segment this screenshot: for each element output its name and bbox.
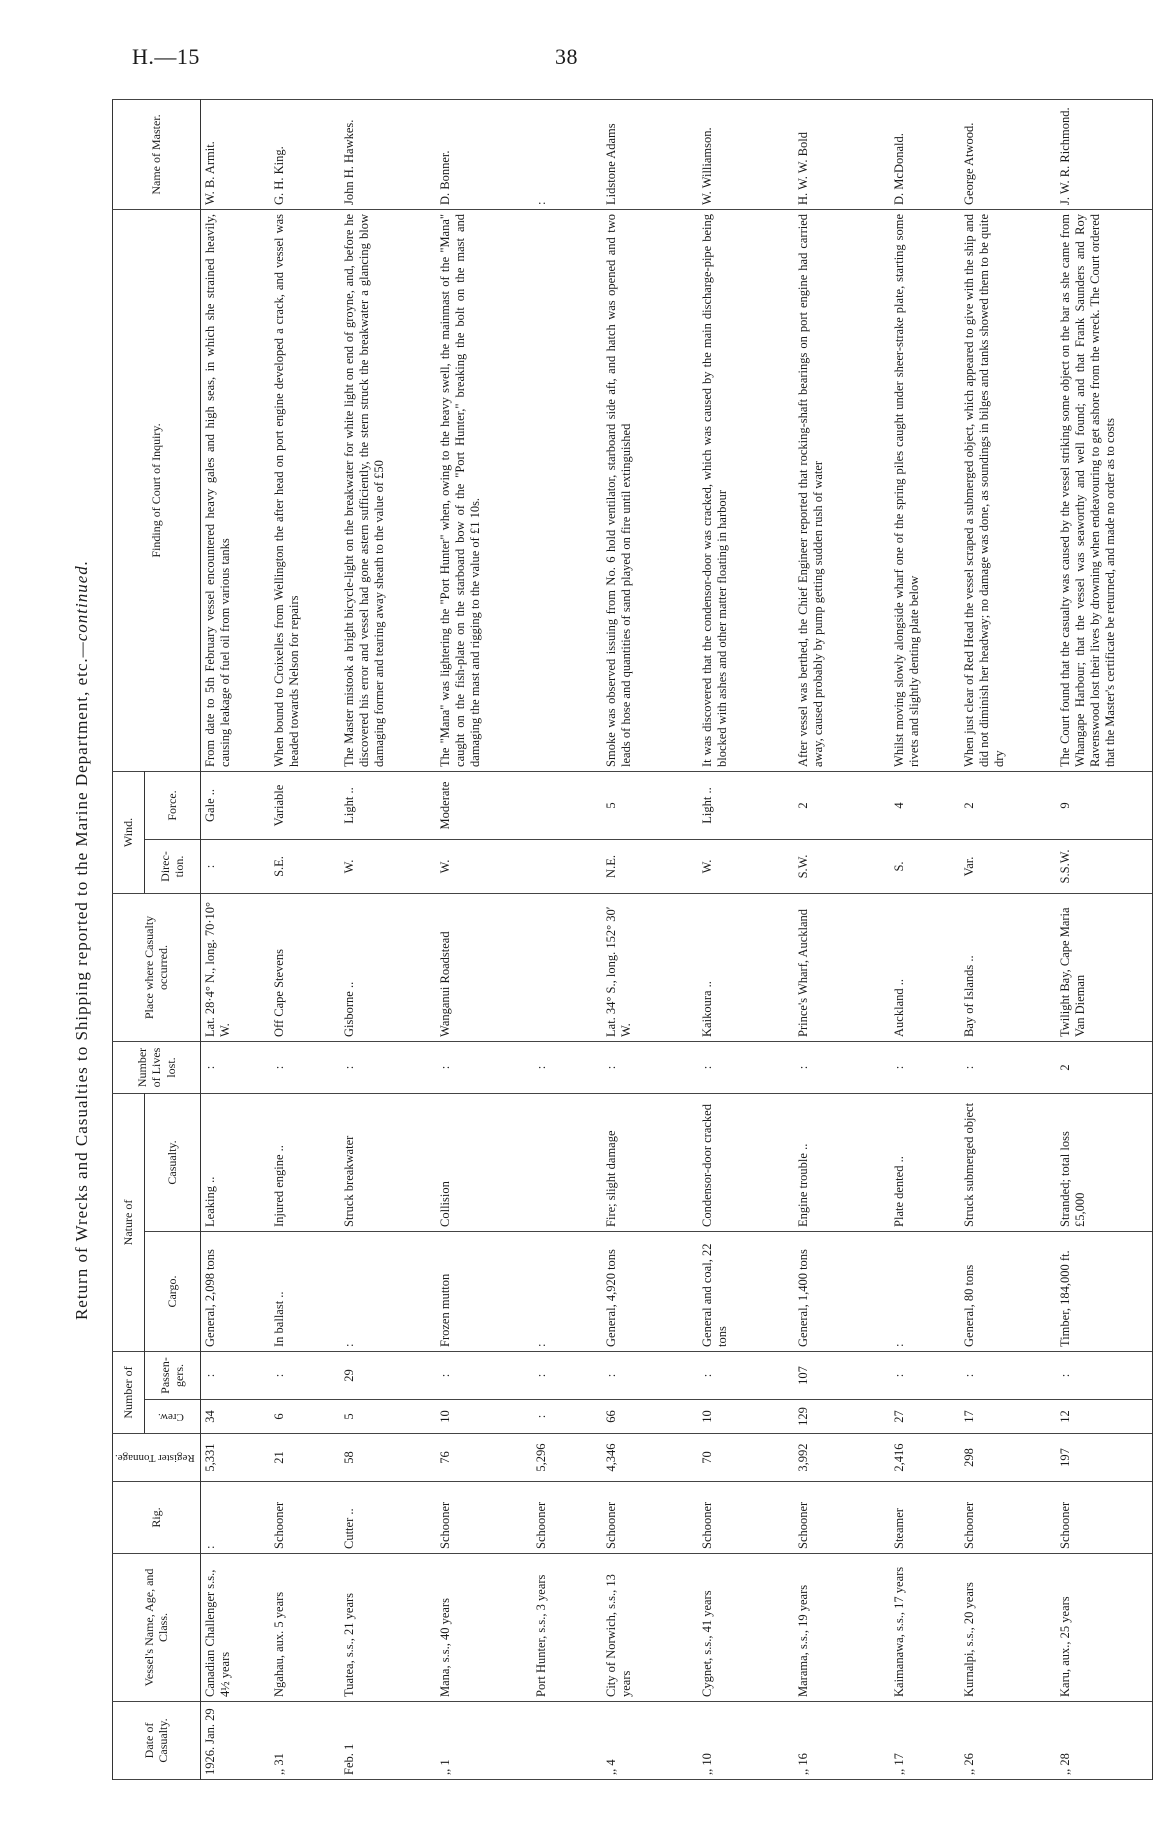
finding-cell: The Court found that the casualty was caused by the vessel striking some object on the bar as she came from Whangape Harbour; that the vessel was seaworthy and well found; and that Frank Saunders and Roy Ravenswood lost their lives by drowning when endeavouring to get ashore from the wreck. The Court ordered that the Master's certificate be returned, and made no order as to costs <box>1056 209 1152 771</box>
wind-force-cell: 9 <box>1056 771 1152 839</box>
date-cell: ,, 17 <box>890 1702 960 1780</box>
col-place: Place where Casualty occurred. <box>113 893 201 1041</box>
cargo-cell: Timber, 184,000 ft. <box>1056 1231 1152 1351</box>
col-force: Force. <box>144 771 200 839</box>
page-identifier: H.—15 <box>132 44 200 69</box>
master-cell: : <box>532 99 602 209</box>
tonnage-cell: 4,346 <box>602 1434 698 1482</box>
master-cell: W. B. Armit. <box>200 99 270 209</box>
vessel-cell: Cygnet, s.s., 41 years <box>698 1554 794 1702</box>
wind-direction-cell: N.E. <box>602 839 698 893</box>
wind-force-cell: 5 <box>602 771 698 839</box>
table-row <box>436 99 532 1779</box>
vessel-cell: Tuatea, s.s., 21 years <box>340 1554 436 1702</box>
table-row <box>698 99 794 1779</box>
table-body <box>200 99 1152 1779</box>
passengers-cell: 29 <box>340 1351 436 1399</box>
cargo-cell: Frozen mutton <box>436 1231 532 1351</box>
crew-cell: 10 <box>698 1400 794 1434</box>
crew-cell: 27 <box>890 1400 960 1434</box>
casualty-cell: Injured engine .. <box>270 1093 340 1231</box>
wind-direction-cell: S.S.W. <box>1056 839 1152 893</box>
cargo-cell: General, 2,098 tons <box>200 1231 270 1351</box>
vessel-cell: Kurnalpi, s.s., 20 years <box>960 1554 1056 1702</box>
casualty-cell: Collision <box>436 1093 532 1231</box>
cargo-cell: General, 4,920 tons <box>602 1231 698 1351</box>
crew-cell: 5 <box>340 1400 436 1434</box>
col-cargo: Cargo. <box>144 1231 200 1351</box>
tonnage-cell: 21 <box>270 1434 340 1482</box>
wind-force-cell: Light .. <box>698 771 794 839</box>
finding-cell: The "Mana" was lightering the "Port Hunter" when, owing to the heavy swell, the mainmast of the "Mana" caught on the fish-plate on the starboard bow of the "Port Hunter," breaking the bolt on the mast and damaging the mast and rigging to the value of £1 10s. <box>436 209 532 771</box>
table-row <box>1056 99 1152 1779</box>
passengers-cell: : <box>1056 1351 1152 1399</box>
wind-direction-cell: W. <box>340 839 436 893</box>
wind-direction-cell: : <box>200 839 270 893</box>
place-cell: Auckland .. <box>890 893 960 1041</box>
table-row <box>602 99 698 1779</box>
col-tonnage <box>113 1434 201 1482</box>
table-row <box>200 99 270 1779</box>
crew-cell: 6 <box>270 1400 340 1434</box>
col-direction: Direc-tion. <box>144 839 200 893</box>
place-cell: Prince's Wharf, Auckland <box>794 893 890 1041</box>
tonnage-cell: 5,331 <box>200 1434 270 1482</box>
col-crew <box>144 1400 200 1434</box>
wind-force-cell: Gale .. <box>200 771 270 839</box>
passengers-cell: : <box>890 1351 960 1399</box>
crew-cell: 66 <box>602 1400 698 1434</box>
tonnage-cell: 76 <box>436 1434 532 1482</box>
table-row <box>532 99 602 1779</box>
tonnage-cell: 3,992 <box>794 1434 890 1482</box>
rotated-table-area <box>72 100 1117 1780</box>
finding-cell: Whilst moving slowly alongside wharf one of the spring piles caught under sheer-strake plate, starting some rivets and slightly denting plate below <box>890 209 960 771</box>
date-cell <box>532 1702 602 1780</box>
vessel-cell: Ngahau, aux. 5 years <box>270 1554 340 1702</box>
rig-cell: Schooner <box>1056 1482 1152 1554</box>
rig-cell: Schooner <box>270 1482 340 1554</box>
col-date: Date of Casualty. <box>113 1702 201 1780</box>
lives-lost-cell: : <box>794 1041 890 1093</box>
rig-cell: : <box>200 1482 270 1554</box>
rig-cell: Cutter .. <box>340 1482 436 1554</box>
crew-cell: 10 <box>436 1400 532 1434</box>
table-title-text: Return of Wrecks and Casualties to Shipping reported to the Marine Department, etc. <box>72 657 91 1321</box>
finding-cell: After vessel was berthed, the Chief Engineer reported that rocking-shaft bearings on port engine had carried away, caused probably by pump getting sudden rush of water <box>794 209 890 771</box>
place-cell: Bay of Islands .. <box>960 893 1056 1041</box>
rig-cell: Steamer <box>890 1482 960 1554</box>
table-row <box>794 99 890 1779</box>
master-cell: W. Williamson. <box>698 99 794 209</box>
casualty-table <box>112 99 1153 1780</box>
cargo-cell: In ballast .. <box>270 1231 340 1351</box>
vessel-cell: Marama, s.s., 19 years <box>794 1554 890 1702</box>
master-cell: Lidstone Adams <box>602 99 698 209</box>
casualty-cell: Struck submerged object <box>960 1093 1056 1231</box>
passengers-cell: : <box>436 1351 532 1399</box>
rig-cell: Schooner <box>794 1482 890 1554</box>
vessel-cell: Karu, aux., 25 years <box>1056 1554 1152 1702</box>
passengers-cell: : <box>200 1351 270 1399</box>
vessel-cell: Mana, s.s., 40 years <box>436 1554 532 1702</box>
col-lives-lost: Number of Lives lost. <box>113 1041 201 1093</box>
rig-cell: Schooner <box>698 1482 794 1554</box>
rig-cell: Schooner <box>960 1482 1056 1554</box>
wind-direction-cell: S. <box>890 839 960 893</box>
lives-lost-cell: : <box>960 1041 1056 1093</box>
table-title <box>72 100 102 1780</box>
cargo-cell: : <box>890 1231 960 1351</box>
casualty-cell: Stranded; total loss £5,000 <box>1056 1093 1152 1231</box>
wind-direction-cell: S.W. <box>794 839 890 893</box>
place-cell: Lat. 28·4° N., long. 70·10° W. <box>200 893 270 1041</box>
date-cell: Feb. 1 <box>340 1702 436 1780</box>
master-cell: H. W. W. Bold <box>794 99 890 209</box>
casualty-cell: Fire; slight damage <box>602 1093 698 1231</box>
tonnage-cell: 197 <box>1056 1434 1152 1482</box>
crew-cell: 17 <box>960 1400 1056 1434</box>
col-nature-of: Nature of <box>113 1093 145 1351</box>
crew-cell: 12 <box>1056 1400 1152 1434</box>
casualty-cell <box>532 1093 602 1231</box>
col-casualty: Casualty. <box>144 1093 200 1231</box>
crew-cell: 129 <box>794 1400 890 1434</box>
lives-lost-cell: : <box>698 1041 794 1093</box>
wind-force-cell <box>532 771 602 839</box>
wind-direction-cell <box>532 839 602 893</box>
place-cell: Lat. 34° S., long. 152° 30′ W. <box>602 893 698 1041</box>
master-cell: George Atwood. <box>960 99 1056 209</box>
cargo-cell: General and coal, 22 tons <box>698 1231 794 1351</box>
wind-force-cell: 2 <box>794 771 890 839</box>
wind-force-cell: 4 <box>890 771 960 839</box>
crew-cell: 34 <box>200 1400 270 1434</box>
lives-lost-cell: : <box>602 1041 698 1093</box>
place-cell: Wanganui Roadstead <box>436 893 532 1041</box>
lives-lost-cell: : <box>890 1041 960 1093</box>
master-cell: D. Bonner. <box>436 99 532 209</box>
casualty-cell: Engine trouble .. <box>794 1093 890 1231</box>
col-tonnage-label: Register Tonnage. <box>115 1451 195 1464</box>
col-rig: Rig. <box>113 1482 201 1554</box>
finding-cell: From date to 5th February vessel encountered heavy gales and high seas, in which she strained heavily, causing leakage of fuel oil from various tanks <box>200 209 270 771</box>
rig-cell: Schooner <box>436 1482 532 1554</box>
vessel-cell: Canadian Challenger s.s., 4½ years <box>200 1554 270 1702</box>
table-title-suffix: —continued. <box>72 559 91 658</box>
passengers-cell: : <box>698 1351 794 1399</box>
finding-cell: Smoke was observed issuing from No. 6 hold ventilator, starboard side aft, and hatch was opened and two leads of hose and quantities of sand played on fire until extinguished <box>602 209 698 771</box>
col-crew-label: Crew. <box>157 1410 184 1423</box>
col-master: Name of Master. <box>113 99 201 209</box>
lives-lost-cell: : <box>270 1041 340 1093</box>
cargo-cell: General, 1,400 tons <box>794 1231 890 1351</box>
master-cell: G. H. King. <box>270 99 340 209</box>
cargo-cell: General, 80 tons <box>960 1231 1056 1351</box>
cargo-cell: : <box>340 1231 436 1351</box>
vessel-cell: Kaimanawa, s.s., 17 years <box>890 1554 960 1702</box>
place-cell: Twilight Bay, Cape Maria Van Dieman <box>1056 893 1152 1041</box>
casualty-cell: Struck breakwater <box>340 1093 436 1231</box>
lives-lost-cell: : <box>200 1041 270 1093</box>
col-vessel: Vessel's Name, Age, and Class. <box>113 1554 201 1702</box>
tonnage-cell: 70 <box>698 1434 794 1482</box>
wind-force-cell: Light .. <box>340 771 436 839</box>
tonnage-cell: 58 <box>340 1434 436 1482</box>
place-cell: Gisborne .. <box>340 893 436 1041</box>
table-row <box>340 99 436 1779</box>
passengers-cell: : <box>960 1351 1056 1399</box>
finding-cell: It was discovered that the condensor-door was cracked, which was caused by the main discharge-pipe being blocked with ashes and other matter floating in harbour <box>698 209 794 771</box>
place-cell: Off Cape Stevens <box>270 893 340 1041</box>
wind-direction-cell: W. <box>698 839 794 893</box>
table-row <box>270 99 340 1779</box>
page-number: 38 <box>555 44 578 69</box>
cargo-cell: : <box>532 1231 602 1351</box>
lives-lost-cell: : <box>340 1041 436 1093</box>
table-row <box>890 99 960 1779</box>
finding-cell: When bound to Croixelles from Wellington the after head on port engine developed a crack, and vessel was headed towards Nelson for repairs <box>270 209 340 771</box>
date-cell: 1926. Jan. 29 <box>200 1702 270 1780</box>
rig-cell: Schooner <box>602 1482 698 1554</box>
date-cell: ,, 4 <box>602 1702 698 1780</box>
col-finding: Finding of Court of Inquiry. <box>113 209 201 771</box>
date-cell: ,, 10 <box>698 1702 794 1780</box>
date-cell: ,, 26 <box>960 1702 1056 1780</box>
place-cell: Kaikoura .. <box>698 893 794 1041</box>
place-cell <box>532 893 602 1041</box>
lives-lost-cell: : <box>436 1041 532 1093</box>
passengers-cell: : <box>532 1351 602 1399</box>
date-cell: ,, 31 <box>270 1702 340 1780</box>
master-cell: J. W. R. Richmond. <box>1056 99 1152 209</box>
passengers-cell: 107 <box>794 1351 890 1399</box>
finding-cell: The Master mistook a bright bicycle-light on the breakwater for white light on end of groyne, and, before he discovered his error and vessel had gone astern sufficiently, the stern struck the breakwater a glancing blow damaging former and tearing away sheath to the value of £50 <box>340 209 436 771</box>
date-cell: ,, 28 <box>1056 1702 1152 1780</box>
rig-cell: Schooner <box>532 1482 602 1554</box>
finding-cell <box>532 209 602 771</box>
col-wind: Wind. <box>113 771 145 893</box>
wind-direction-cell: S.E. <box>270 839 340 893</box>
master-cell: D. McDonald. <box>890 99 960 209</box>
tonnage-cell: 2,416 <box>890 1434 960 1482</box>
wind-direction-cell: Var. <box>960 839 1056 893</box>
table-header <box>113 99 201 1779</box>
col-passengers: Passen-gers. <box>144 1351 200 1399</box>
passengers-cell: : <box>270 1351 340 1399</box>
date-cell: ,, 1 <box>436 1702 532 1780</box>
casualty-cell: Leaking .. <box>200 1093 270 1231</box>
lives-lost-cell: : <box>532 1041 602 1093</box>
wind-force-cell: 2 <box>960 771 1056 839</box>
tonnage-cell: 5,296 <box>532 1434 602 1482</box>
tonnage-cell: 298 <box>960 1434 1056 1482</box>
master-cell: John H. Hawkes. <box>340 99 436 209</box>
date-cell: ,, 16 <box>794 1702 890 1780</box>
vessel-cell: City of Norwich, s.s., 13 years <box>602 1554 698 1702</box>
casualty-cell: Condensor-door cracked <box>698 1093 794 1231</box>
col-number-of: Number of <box>113 1351 145 1433</box>
lives-lost-cell: 2 <box>1056 1041 1152 1093</box>
wind-direction-cell: W. <box>436 839 532 893</box>
vessel-cell: Port Hunter, s.s., 3 years <box>532 1554 602 1702</box>
finding-cell: When just clear of Red Head the vessel scraped a submerged object, which appeared to give with the ship and did not diminish her headway; no damage was done, as soundings in bilges and tanks showed them to be quite dry <box>960 209 1056 771</box>
crew-cell: : <box>532 1400 602 1434</box>
table-row <box>960 99 1056 1779</box>
wind-force-cell: Moderate <box>436 771 532 839</box>
wind-force-cell: Variable <box>270 771 340 839</box>
passengers-cell: : <box>602 1351 698 1399</box>
casualty-cell: Plate dented .. <box>890 1093 960 1231</box>
